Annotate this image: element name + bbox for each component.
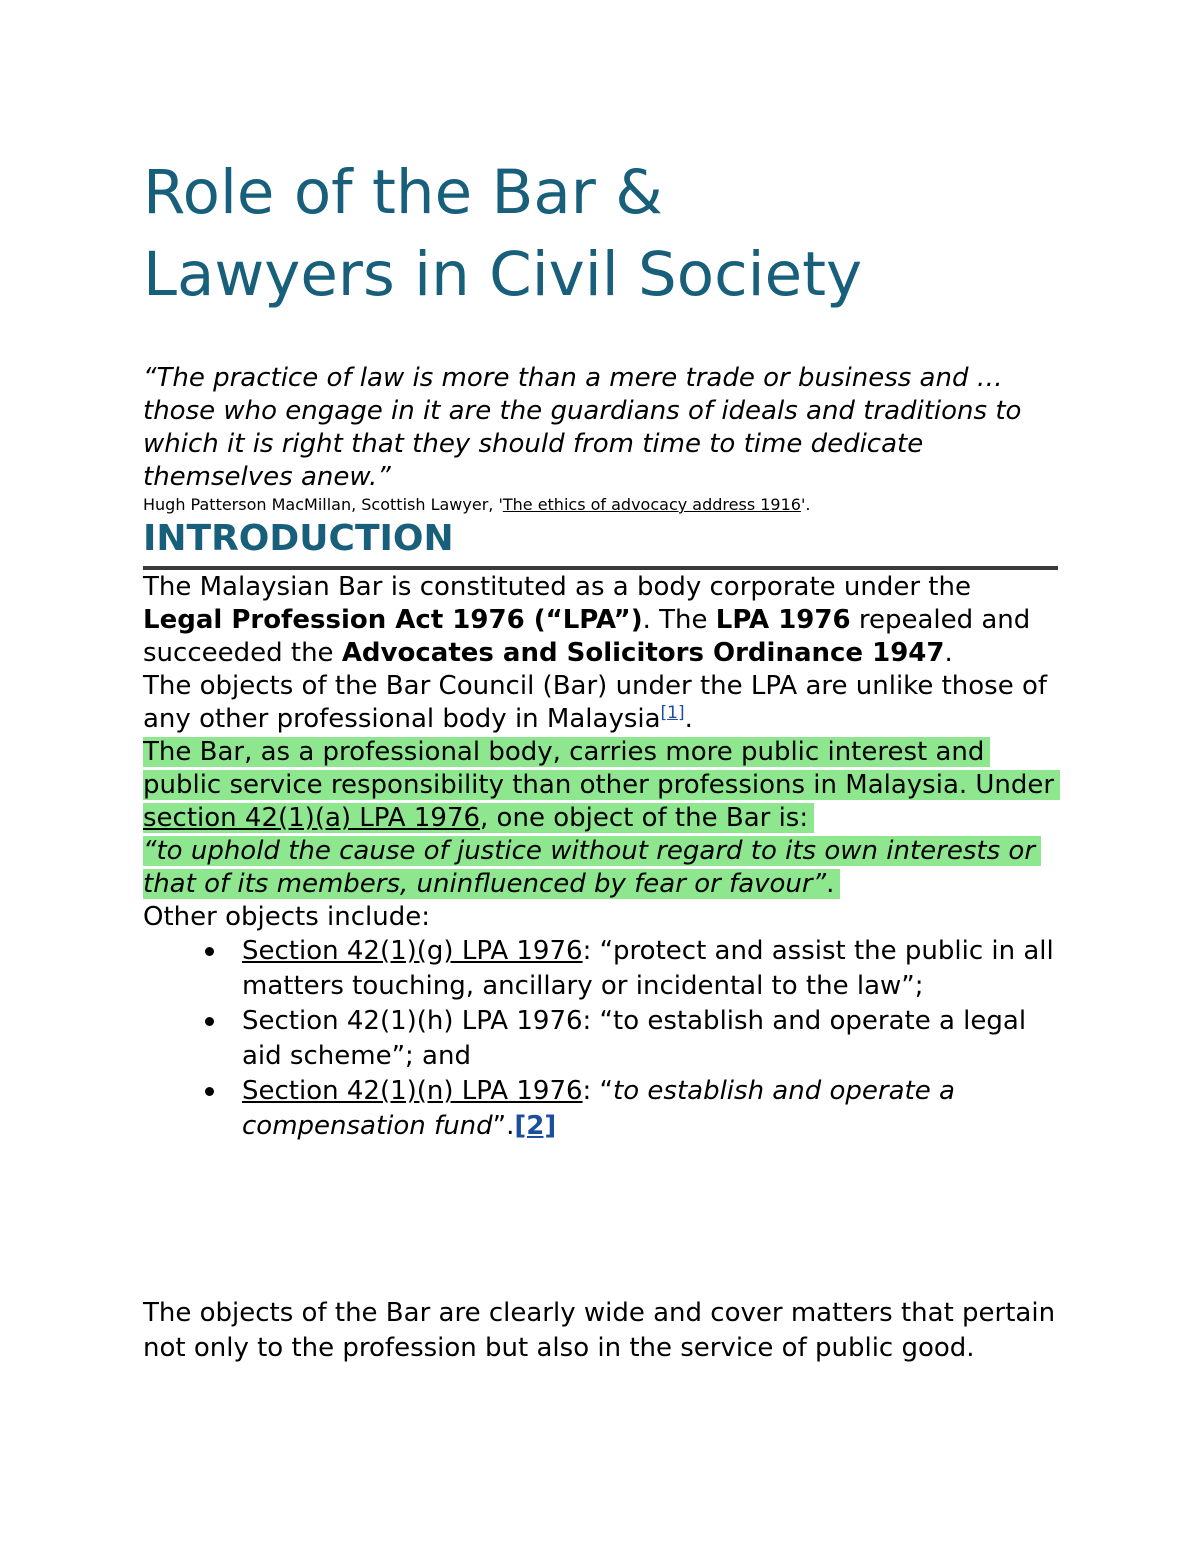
list-item <box>143 1074 1058 1144</box>
attribution-suffix: '. <box>800 495 811 514</box>
object-n-italic: to establish and operate a compensation fund <box>242 1076 955 1141</box>
para1-text-4: . <box>944 638 953 668</box>
footnote-ref-2[interactable]: [2] <box>514 1111 557 1141</box>
paragraph-objects-unlike <box>143 670 1058 736</box>
introduction-body <box>143 571 1058 1144</box>
title-line-2: Lawyers in Civil Society <box>143 239 863 310</box>
para1-bold-lpa: Legal Profession Act 1976 (“LPA”) <box>143 605 643 635</box>
paragraph-body-corporate <box>143 571 1058 670</box>
epigraph-quote: “The practice of law is more than a mere trade or business and … those who engage in it are the guardians of ideals and traditions to which it is right that they should from time to time dedicate themselves anew.” <box>143 363 1022 492</box>
objects-list <box>143 934 1058 1144</box>
highlight-quote: “to uphold the cause of justice without regard to its own interests or that of its members, uninfluenced by fear or favour” <box>143 836 1036 899</box>
object-g-text: : “protect and assist the public in all matters touching, ancillary or incidental to the law”; <box>242 936 1054 1001</box>
page-title <box>143 152 1063 316</box>
highlight-end: . <box>826 869 835 899</box>
list-item <box>143 934 1058 1004</box>
para1-bold-lpa-1976: LPA 1976 <box>715 605 851 635</box>
bullet-icon <box>205 1017 214 1026</box>
bullet-icon <box>205 1087 214 1096</box>
para2-end: . <box>684 704 693 734</box>
section-heading-introduction: INTRODUCTION <box>143 518 454 559</box>
para1-text-1: The Malaysian Bar is constituted as a body corporate under the <box>143 572 971 602</box>
attribution-link[interactable]: The ethics of advocacy address 1916 <box>502 495 801 514</box>
highlight-text-1: The Bar, as a professional body, carries more public interest and public service responsibility than other professions in Malaysia. Under <box>143 737 1055 800</box>
highlighted-paragraph <box>143 736 1058 901</box>
para1-bold-ordinance: Advocates and Solicitors Ordinance 1947 <box>341 638 945 668</box>
footnote-ref-1[interactable]: [1] <box>660 703 685 723</box>
object-n-close: ”. <box>492 1111 515 1141</box>
bullet-icon <box>205 947 214 956</box>
para1-text-2: . The <box>642 605 716 635</box>
epigraph-attribution <box>143 495 1058 515</box>
section-42-1-h-ref: Section 42(1)(h) LPA 1976 <box>242 1006 583 1036</box>
attribution-prefix: Hugh Patterson MacMillan, Scottish Lawyer, ' <box>143 495 503 514</box>
heading-divider <box>143 566 1058 570</box>
section-42-1-g-link[interactable]: Section 42(1)(g) LPA 1976 <box>242 936 583 966</box>
highlight-text-2: , one object of the Bar is: <box>480 803 809 833</box>
para1-text-3: repealed and succeeded the <box>143 605 1031 668</box>
title-line-1: Role of the Bar & <box>143 157 663 228</box>
object-h-text: : “to establish and operate a legal aid scheme”; and <box>242 1006 1027 1071</box>
other-objects-intro: Other objects include: <box>143 902 430 932</box>
section-42-1-n-link[interactable]: Section 42(1)(n) LPA 1976 <box>242 1076 583 1106</box>
closing-paragraph: The objects of the Bar are clearly wide and cover matters that pertain not only to the profession but also in the service of public good. <box>143 1298 1056 1363</box>
section-42-1-a-link[interactable]: section 42(1)(a) LPA 1976 <box>143 803 481 833</box>
para2-text: The objects of the Bar Council (Bar) under the LPA are unlike those of any other professional body in Malaysia <box>143 671 1048 734</box>
object-n-open: : “ <box>582 1076 614 1106</box>
list-item <box>143 1004 1058 1074</box>
